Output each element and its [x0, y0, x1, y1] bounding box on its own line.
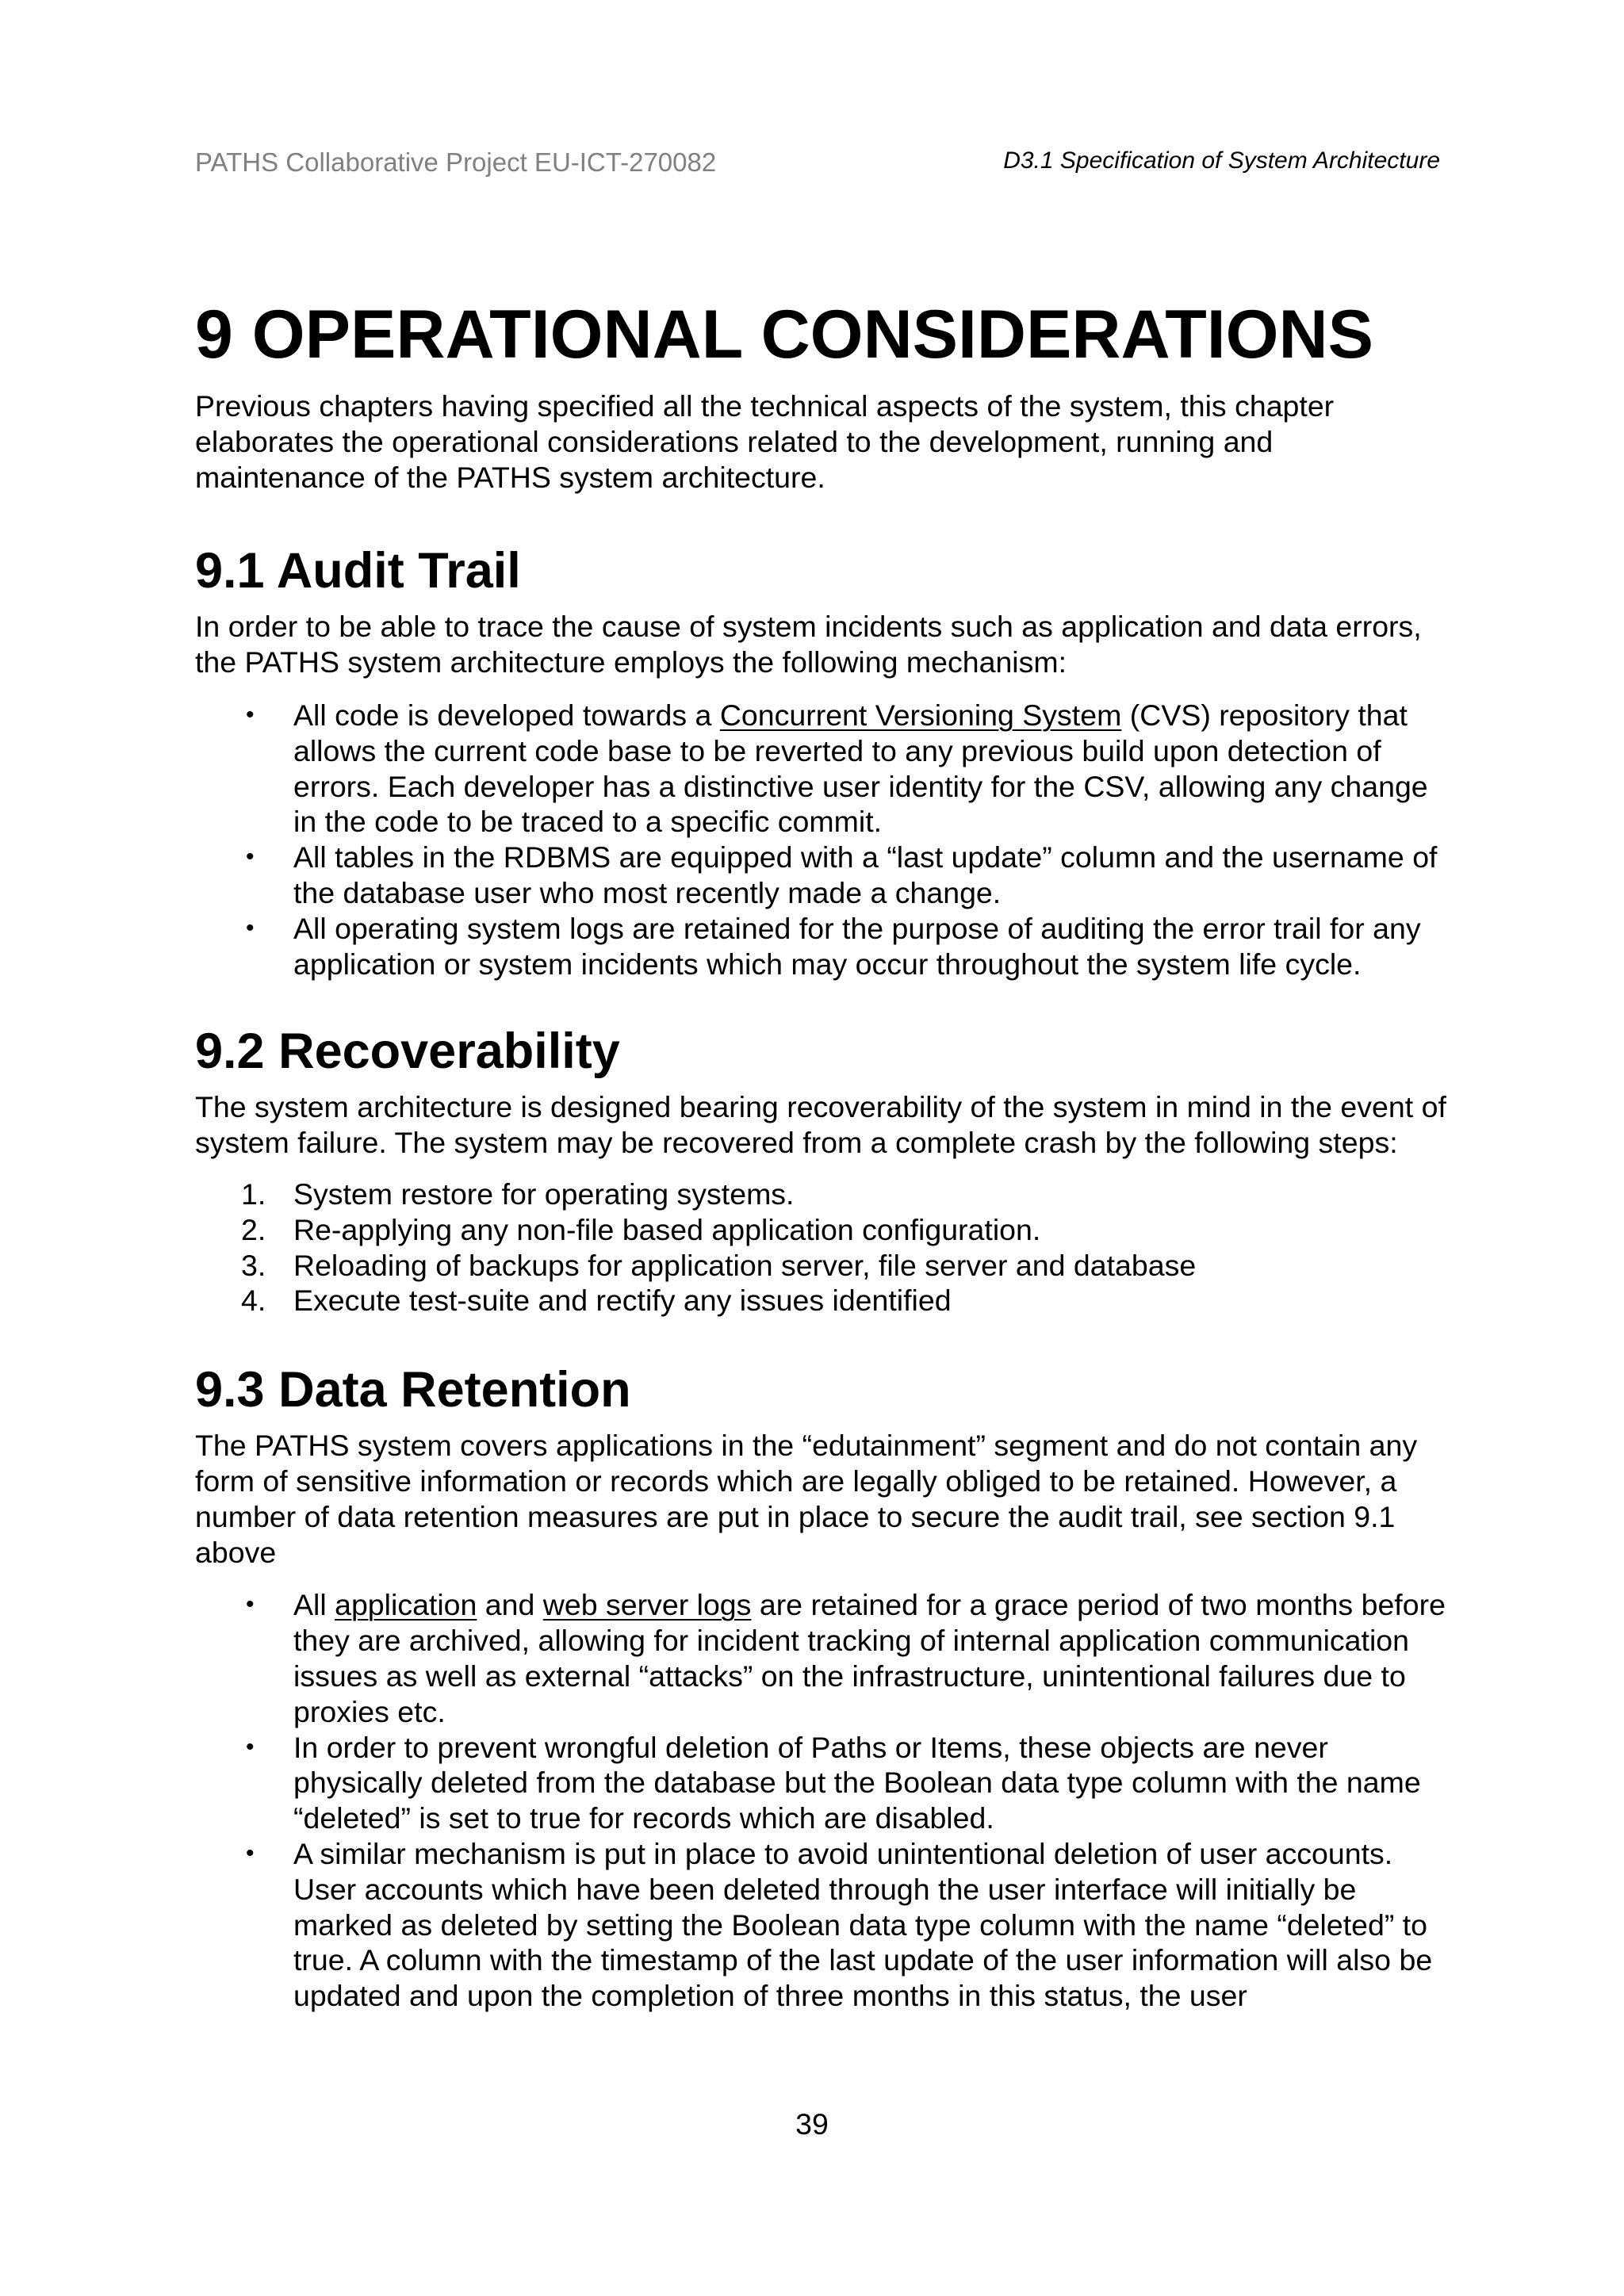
section-heading-audit-trail: 9.1 Audit Trail — [195, 543, 521, 599]
web-server-logs-link[interactable]: web server logs — [542, 1588, 752, 1622]
bullet-icon: • — [246, 701, 255, 728]
list-item — [195, 1836, 1448, 2014]
data-retention-intro: The PATHS system covers applications in the “edutainment” segment and do not contain any form of sensitive information or records which are legally obliged to be retained. However, a number of data retention measures are put in place to secure the audit trail, see section 9.1 above — [195, 1429, 1418, 1569]
list-number: 1. — [241, 1177, 266, 1211]
page-content — [195, 295, 1448, 2014]
application-link[interactable]: application — [335, 1588, 477, 1622]
cvs-link[interactable]: Concurrent Versioning System — [719, 698, 1122, 732]
list-item — [195, 1248, 1448, 1284]
header-project: PATHS Collaborative Project EU-ICT-270082 — [195, 147, 717, 177]
list-item — [195, 1177, 1448, 1212]
list-number: 4. — [241, 1284, 266, 1318]
list-item-text: All operating system logs are retained for the purpose of auditing the error trail for any application or system incidents which may occur throughout the system life cycle. — [293, 911, 1421, 981]
list-item-text: System restore for operating systems. — [293, 1177, 795, 1211]
bullet-icon: • — [246, 1839, 255, 1866]
section-heading-recoverability: 9.2 Recoverability — [195, 1024, 620, 1080]
list-item-text: In order to prevent wrongful deletion of Paths or Items, these objects are never physically deleted from the database but the Boolean data type column with the name “deleted” is set to true for records which are disabled. — [293, 1730, 1421, 1835]
list-item-text: Re-applying any non-file based application configuration. — [293, 1212, 1041, 1246]
list-item-text: Execute test-suite and rectify any issues identified — [293, 1284, 952, 1318]
recovery-steps-list — [195, 1177, 1448, 1318]
list-number: 3. — [241, 1248, 266, 1282]
list-number: 2. — [241, 1212, 266, 1246]
list-item — [195, 698, 1448, 840]
page-number: 39 — [795, 2107, 829, 2141]
bullet-icon: • — [246, 844, 255, 871]
list-item — [195, 840, 1448, 911]
list-item-text: (CVS) repository that allows the current code base to be reverted to any previous build upon detection of errors. Each developer has a distinctive user identity for the CSV, allowing any change in the code to be traced to a specific commit. — [293, 698, 1428, 839]
list-item — [195, 1212, 1448, 1248]
recoverability-intro: The system architecture is designed bearing recoverability of the system in mind in the event of system failure. The system may be recovered from a complete crash by the following steps: — [195, 1090, 1446, 1160]
list-item-text: A similar mechanism is put in place to avoid unintentional deletion of user accounts. User accounts which have been deleted through the user interface will initially be marked as deleted by setting the Boolean data type column with the name “deleted” to true. A column with the timestamp of the last update of the user information will also be updated and upon the completion of three months in this status, the user — [293, 1836, 1433, 2013]
bullet-icon: • — [246, 1733, 255, 1760]
chapter-intro: Previous chapters having specified all the technical aspects of the system, this chapter elaborates the operational considerations related to the development, running and maintenance of the PATHS system architecture. — [195, 389, 1335, 494]
list-item — [195, 911, 1448, 982]
section-heading-data-retention: 9.3 Data Retention — [195, 1362, 631, 1418]
audit-trail-intro: In order to be able to trace the cause of system incidents such as application and data errors, the PATHS system architecture employs the following mechanism: — [195, 610, 1422, 679]
bullet-icon: • — [246, 914, 255, 941]
list-item — [195, 1283, 1448, 1318]
list-item-text: All — [293, 1588, 335, 1622]
data-retention-list — [195, 1587, 1448, 2014]
list-item-text: and — [477, 1588, 543, 1622]
bullet-icon: • — [246, 1591, 255, 1618]
list-item-text: are retained for a grace period of two months before they are archived, allowing for incident tracking of internal application communication issues as well as external “attacks” on the infrastructure, unintentional failures due to proxies etc. — [293, 1588, 1446, 1728]
list-item — [195, 1730, 1448, 1836]
list-item — [195, 1587, 1448, 1729]
chapter-title: 9 OPERATIONAL CONSIDERATIONS — [195, 297, 1374, 373]
list-item-text: All code is developed towards a — [293, 698, 720, 732]
audit-trail-list — [195, 698, 1448, 982]
list-item-text: Reloading of backups for application server, file server and database — [293, 1248, 1197, 1282]
header-deliverable: D3.1 Specification of System Architecture — [1003, 147, 1440, 174]
list-item-text: All tables in the RDBMS are equipped with a “last update” column and the username of the database user who most recently made a change. — [293, 840, 1438, 909]
